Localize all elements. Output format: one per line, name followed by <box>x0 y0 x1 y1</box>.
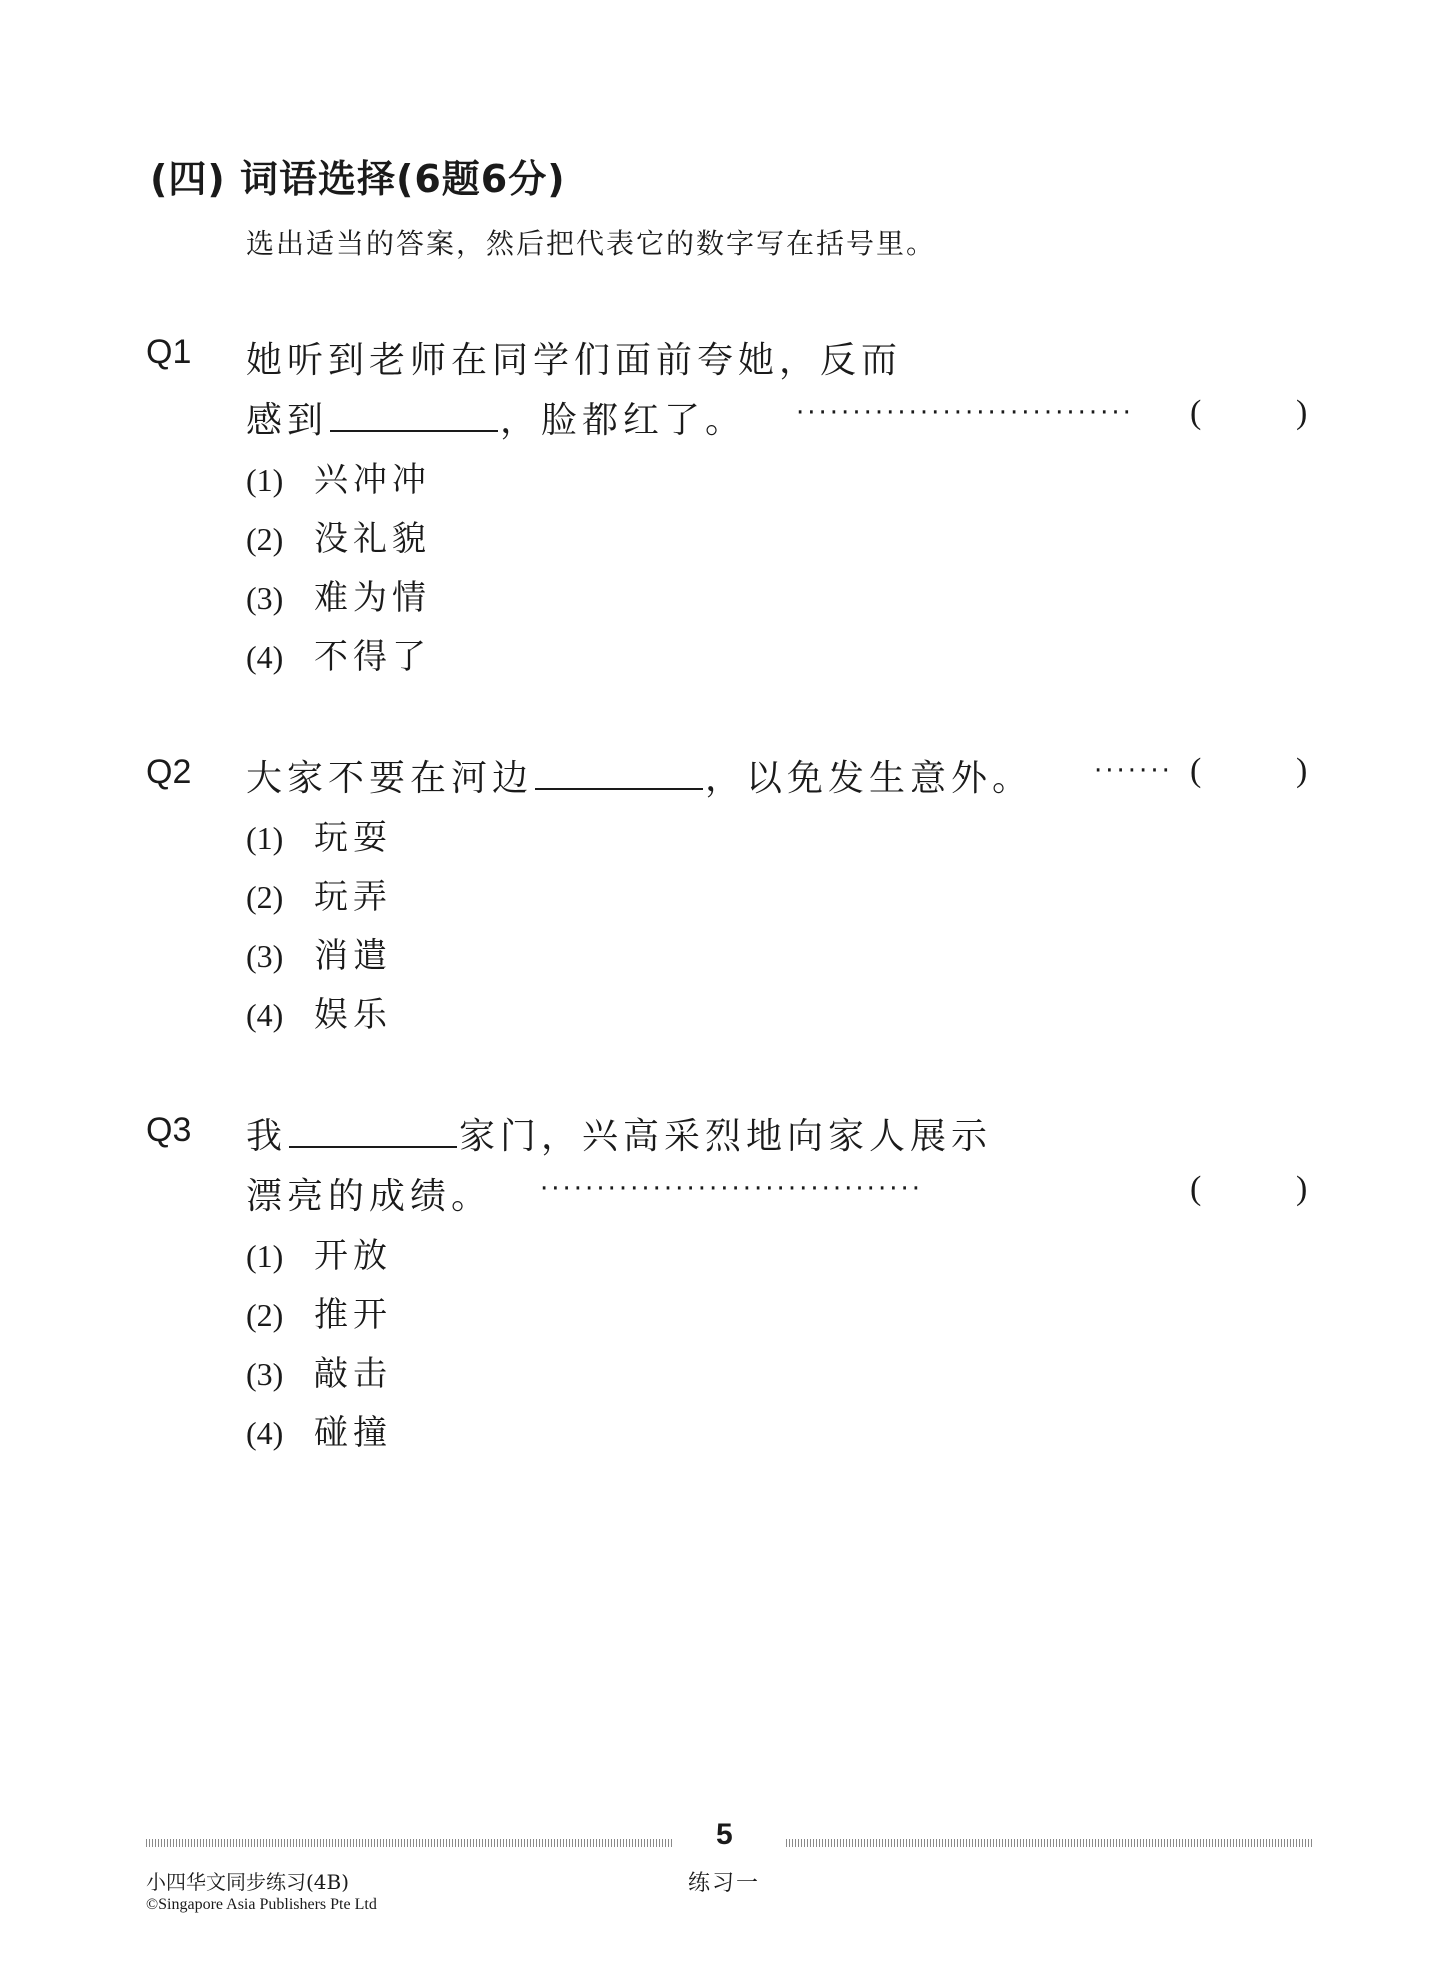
option-number: (4) <box>246 997 284 1033</box>
option-number: (3) <box>246 938 284 974</box>
option-text: 碰撞 <box>314 1413 392 1453</box>
option-number: (1) <box>246 1238 284 1274</box>
q1-paren-close: ) <box>1296 394 1308 431</box>
footer-divider-left <box>146 1839 674 1847</box>
q1-answer-blank <box>330 400 498 432</box>
option-number: (2) <box>246 521 284 557</box>
q1-line1: 她听到老师在同学们面前夸她，反而 <box>246 340 903 381</box>
q2-paren-close: ) <box>1296 752 1308 789</box>
q3-line1-before: 我 <box>246 1116 288 1157</box>
page-number: 5 <box>716 1818 733 1851</box>
q1-line2-before: 感到 <box>246 400 329 441</box>
q2-option-1 <box>246 810 392 859</box>
option-text: 玩耍 <box>314 818 392 858</box>
q1-option-2 <box>246 511 431 560</box>
option-number: (4) <box>246 639 284 675</box>
q2-option-2 <box>246 869 392 918</box>
q1-option-1 <box>246 452 431 501</box>
q3-line2: 漂亮的成绩。 <box>246 1176 493 1217</box>
option-text: 玩弄 <box>314 877 392 917</box>
q2-dot-leader: ······· <box>1094 756 1173 786</box>
book-title: 小四华文同步练习(4B) <box>146 1870 350 1894</box>
q3-answer-blank <box>289 1116 457 1148</box>
question-number-q3: Q3 <box>146 1111 192 1149</box>
section-title: (四) 词语选择(6题6分) <box>150 157 566 201</box>
q3-paren-open: ( <box>1190 1170 1202 1207</box>
option-number: (4) <box>246 1415 284 1451</box>
option-number: (1) <box>246 462 284 498</box>
q3-line1-after: 家门，兴高采烈地向家人展示 <box>459 1116 993 1157</box>
q3-line1 <box>246 1108 992 1159</box>
option-text: 兴冲冲 <box>314 460 431 500</box>
question-number-q1: Q1 <box>146 333 192 371</box>
q3-option-1 <box>246 1228 392 1277</box>
option-text: 不得了 <box>314 637 431 677</box>
option-number: (2) <box>246 879 284 915</box>
q2-line1-after: ，以免发生意外。 <box>705 758 1034 799</box>
footer-divider-right <box>786 1839 1314 1847</box>
option-number: (2) <box>246 1297 284 1333</box>
q3-paren-close: ) <box>1296 1170 1308 1207</box>
option-text: 娱乐 <box>314 995 392 1035</box>
copyright: ©Singapore Asia Publishers Pte Ltd <box>146 1896 377 1913</box>
q2-answer-blank <box>535 758 703 790</box>
option-text: 没礼貌 <box>314 519 431 559</box>
question-number-q2: Q2 <box>146 753 192 791</box>
option-text: 敲击 <box>314 1354 392 1394</box>
q1-option-3 <box>246 570 431 619</box>
q3-option-2 <box>246 1287 392 1336</box>
q3-dot-leader: ·································· <box>540 1174 923 1204</box>
q1-line2-after: ，脸都红了。 <box>500 400 747 441</box>
exercise-label: 练习一 <box>688 1871 761 1896</box>
q1-option-4 <box>246 629 431 678</box>
q1-dot-leader: ······························ <box>796 398 1134 428</box>
q1-paren-open: ( <box>1190 394 1202 431</box>
q2-line1 <box>246 750 1033 801</box>
section-instruction: 选出适当的答案，然后把代表它的数字写在括号里。 <box>246 227 937 260</box>
option-number: (1) <box>246 820 284 856</box>
option-text: 推开 <box>314 1295 392 1335</box>
option-text: 难为情 <box>314 578 431 618</box>
q2-option-4 <box>246 987 392 1036</box>
option-number: (3) <box>246 580 284 616</box>
option-text: 消遣 <box>314 936 392 976</box>
q2-line1-before: 大家不要在河边 <box>246 758 534 799</box>
option-text: 开放 <box>314 1236 392 1276</box>
q3-option-4 <box>246 1405 392 1454</box>
q1-line2 <box>246 392 746 443</box>
q2-paren-open: ( <box>1190 752 1202 789</box>
q3-option-3 <box>246 1346 392 1395</box>
option-number: (3) <box>246 1356 284 1392</box>
q2-option-3 <box>246 928 392 977</box>
